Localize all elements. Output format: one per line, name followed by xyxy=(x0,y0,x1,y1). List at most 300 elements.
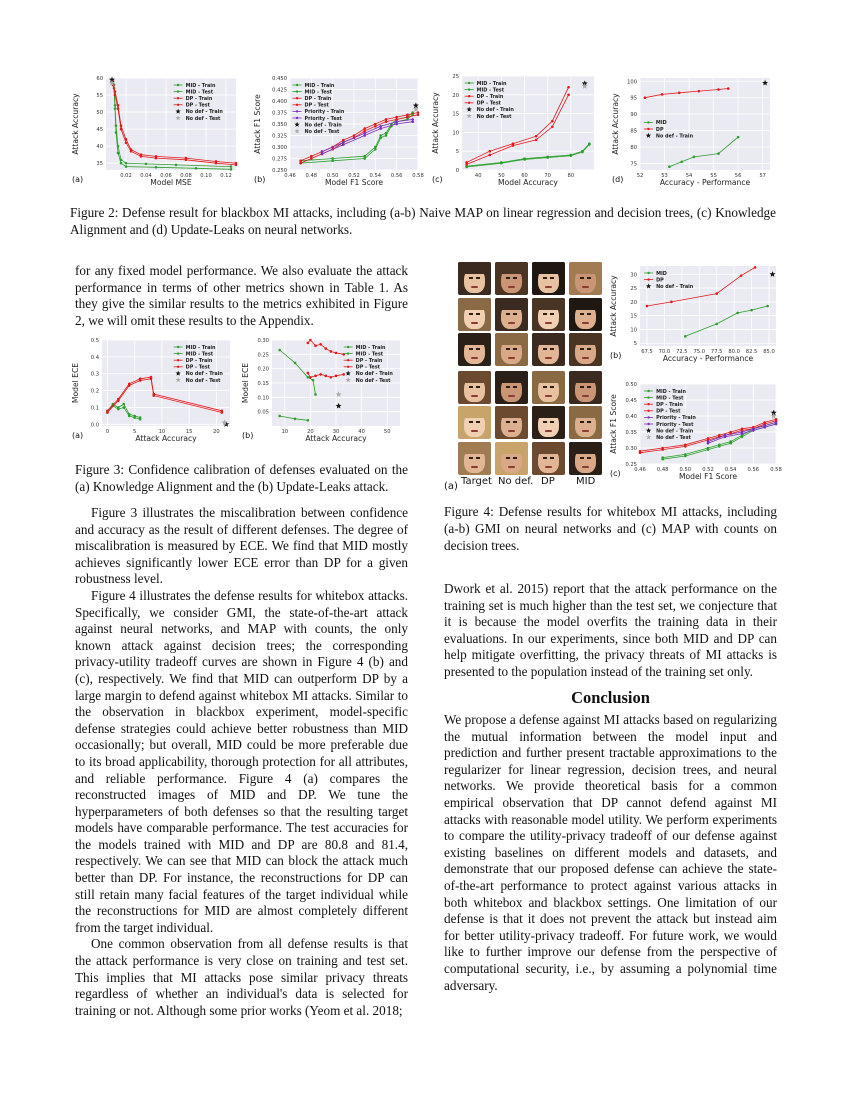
f4c-series-3-point-0 xyxy=(639,452,642,455)
f3a-xlabel: Attack Accuracy xyxy=(135,434,197,443)
f2c-series-3-point-3 xyxy=(535,139,538,142)
f3b-xtick-label-4: 50 xyxy=(383,429,391,435)
f4b-ytick-label-1: 10 xyxy=(630,327,637,334)
f3b-series-2-point-0 xyxy=(307,342,310,345)
face-hair xyxy=(532,442,565,454)
paragraph-intro: for any fixed model performance. We also evaluate the attack performance in terms of other metrics shown in Table 1. As they give the similar results to the metrics exhibited in Figure 2, we will omit these results to the Appendix. xyxy=(75,263,408,328)
f3b-series-1-point-1 xyxy=(294,418,297,421)
f2d-legend-label-1: DP xyxy=(655,126,664,133)
f2a-series-3-point-6 xyxy=(140,155,143,158)
f2d-legend-label-0: MID xyxy=(655,120,667,127)
face-eye-left xyxy=(580,277,584,279)
f4b-ytick-label-0: 5 xyxy=(633,341,637,348)
f4b-series-1-point-0 xyxy=(646,305,649,308)
f2b-series-2-point-9 xyxy=(395,116,398,119)
f2d-ytick-label-3: 90 xyxy=(630,112,637,119)
face-mouth xyxy=(582,357,589,359)
f3b-xtick-label-2: 30 xyxy=(332,429,340,435)
f2c-legend-label-4: No def - Train xyxy=(476,107,514,114)
face-mouth xyxy=(545,395,552,397)
f4b-xtick-label-5: 80.0 xyxy=(728,349,740,355)
face-hair xyxy=(532,406,565,418)
face-mouth xyxy=(545,430,552,432)
f3a-series-3-point-5 xyxy=(152,394,155,397)
f2a-legend-dot-1 xyxy=(177,90,179,92)
f2a-legend-label-4: No def - Train xyxy=(185,109,223,116)
f3a-series-1-point-2 xyxy=(117,408,120,411)
f3a-series-3-point-2 xyxy=(128,384,131,387)
f2b-series-5-point-5 xyxy=(411,120,414,123)
f4c-xtick-label-5: 0.56 xyxy=(747,467,760,473)
f2d-series-1-point-1 xyxy=(661,93,664,96)
face-eye-right xyxy=(587,277,591,279)
face-mouth xyxy=(508,395,515,397)
f2d-xtick-label-4: 56 xyxy=(734,173,742,179)
face-eye-left xyxy=(469,421,473,423)
face-eye-right xyxy=(476,421,480,423)
figure3-chart-a xyxy=(70,336,242,448)
f3a-series-1-point-3 xyxy=(122,406,125,409)
f4c-legend-dot-4 xyxy=(647,416,649,418)
f3a-xtick-label-2: 10 xyxy=(158,429,166,435)
f3a-series-1-point-4 xyxy=(128,415,131,418)
f4b-legend-label-2: No def - Train xyxy=(656,284,694,290)
f4c-legend-label-6: No def - Train xyxy=(656,428,694,435)
f2b-legend-label-4: Priority - Train xyxy=(304,109,345,116)
face-image-r1-c1 xyxy=(495,298,528,331)
f4c-ytick-label-1: 0.30 xyxy=(625,446,637,452)
face-mouth xyxy=(508,357,515,359)
f4c-series-5-point-0 xyxy=(707,442,710,445)
f2b-series-4-point-1 xyxy=(342,141,345,144)
face-image-r3-c3 xyxy=(569,371,602,404)
f2a-legend-label-1: MID - Test xyxy=(185,89,214,96)
f3a-legend-dot-3 xyxy=(177,366,179,368)
f4c-xlabel: Model F1 Score xyxy=(678,472,738,481)
f2c-legend-label-3: DP - Test xyxy=(476,100,501,107)
f2c-series-3-point-4 xyxy=(551,125,554,128)
face-image-r5-c3 xyxy=(569,442,602,475)
f3a-xtick-label-3: 15 xyxy=(185,429,193,435)
face-eye-left xyxy=(543,457,547,459)
figure3-caption: Figure 3: Confidence calibration of defenses evaluated on the (a) Knowledge Alignment and the (b) Update-Leaks attack. xyxy=(75,462,408,494)
f2a-series-0-point-7 xyxy=(175,164,178,167)
f3b-series-2-point-4 xyxy=(324,347,327,350)
left-column-body xyxy=(75,505,408,1019)
f2a-ytick-label-2: 45 xyxy=(96,127,103,134)
figure2-chart-c xyxy=(430,72,608,200)
f3b-series-3-point-6 xyxy=(335,375,338,378)
f2b-series-2-point-11 xyxy=(417,111,420,114)
f2a-series-3-point-8 xyxy=(185,158,188,161)
f4c-series-5-point-4 xyxy=(763,426,766,429)
f4c-ylabel: Attack F1 Score xyxy=(609,394,618,454)
face-eye-right xyxy=(550,457,554,459)
f4c-ytick-label-4: 0.45 xyxy=(625,398,637,404)
f2b-series-2-point-10 xyxy=(406,114,409,117)
f3b-series-1-point-2 xyxy=(307,419,310,422)
f3b-legend-label-4: No def - Train xyxy=(355,371,393,378)
f3b-panel-letter: (b) xyxy=(242,431,254,440)
f4c-series-1-point-5 xyxy=(741,436,744,439)
f2a-xtick-label-2: 0.06 xyxy=(160,173,172,179)
f2b-ylabel: Attack F1 Score xyxy=(253,94,262,154)
f3b-legend-dot-2 xyxy=(347,359,349,361)
f2a-series-1-point-1 xyxy=(114,107,117,110)
face-image-r2-c0 xyxy=(458,333,491,366)
f2c-xtick-label-0: 40 xyxy=(474,173,482,179)
f3b-xtick-label-0: 10 xyxy=(281,429,289,435)
face-eye-left xyxy=(580,457,584,459)
face-hair xyxy=(569,406,602,418)
f3b-ytick-label-1: 0.10 xyxy=(257,395,269,402)
f2b-xtick-label-3: 0.52 xyxy=(348,173,360,179)
f4b-xtick-label-3: 75.0 xyxy=(693,349,706,355)
f2c-legend-label-1: MID - Test xyxy=(476,87,505,94)
f2b-series-2-point-0 xyxy=(299,160,302,163)
f2d-xtick-label-5: 57 xyxy=(759,173,766,179)
f2d-ytick-label-5: 100 xyxy=(627,79,637,86)
f2b-series-3-point-8 xyxy=(385,120,388,123)
f2b-legend-dot-5 xyxy=(296,117,298,119)
f3b-series-2-point-5 xyxy=(330,350,333,353)
f2b-series-3-point-11 xyxy=(417,114,420,117)
f2b-legend-label-6: No def - Train xyxy=(304,122,342,129)
face-eye-right xyxy=(476,277,480,279)
f3b-series-3-point-0 xyxy=(307,372,310,375)
f2c-ytick-label-5: 25 xyxy=(452,74,459,80)
f4b-series-1-point-2 xyxy=(715,292,718,295)
f4b-xtick-label-6: 82.5 xyxy=(745,349,758,355)
f2c-series-3-point-0 xyxy=(465,163,468,166)
f3a-series-3-point-6 xyxy=(221,411,224,414)
f2a-ylabel: Attack Accuracy xyxy=(71,93,80,155)
f2b-legend-label-0: MID - Train xyxy=(304,82,335,89)
f3b-xtick-label-1: 20 xyxy=(307,429,314,435)
f2a-ytick-label-4: 55 xyxy=(96,93,103,100)
f4c-ytick-label-5: 0.50 xyxy=(625,382,637,388)
face-eye-left xyxy=(469,313,473,315)
f4c-panel-letter: (c) xyxy=(610,469,621,478)
f4c-xtick-label-0: 0.46 xyxy=(634,467,646,473)
figure4-caption: Figure 4: Defense results for whitebox MI attacks, including (a-b) GMI on neural networks and (c) MAP with counts on decision trees. xyxy=(444,504,777,553)
f2c-series-1-point-4 xyxy=(570,154,573,157)
f2c-series-1-point-0 xyxy=(465,166,468,169)
f4c-series-5-point-5 xyxy=(775,423,778,426)
f2d-legend-dot-1 xyxy=(647,128,649,130)
face-image-r5-c1 xyxy=(495,442,528,475)
f2b-series-2-point-1 xyxy=(310,155,313,158)
f3a-legend-dot-1 xyxy=(177,352,179,354)
face-label-mid: MID xyxy=(576,476,596,487)
f2a-series-0-point-6 xyxy=(145,163,148,166)
face-eye-right xyxy=(587,386,591,388)
f3b-series-0-point-1 xyxy=(294,362,297,365)
face-eye-right xyxy=(513,386,517,388)
f4b-series-0-point-3 xyxy=(750,309,753,312)
face-eye-left xyxy=(543,313,547,315)
f2c-legend-dot-0 xyxy=(468,82,470,84)
f2b-series-3-point-1 xyxy=(310,157,313,160)
f2a-series-3-point-4 xyxy=(125,141,128,144)
face-eye-left xyxy=(506,277,510,279)
f2a-plot-area xyxy=(106,78,236,170)
face-mouth xyxy=(545,466,552,468)
f2b-series-4-point-3 xyxy=(379,125,382,128)
face-eye-left xyxy=(580,313,584,315)
f3a-series-1-point-5 xyxy=(133,416,136,419)
f2a-xtick-label-1: 0.04 xyxy=(140,173,152,179)
f2b-series-2-point-4 xyxy=(342,139,345,142)
face-mouth xyxy=(471,286,478,288)
f4b-series-0-point-2 xyxy=(736,312,739,315)
f2c-series-1-point-3 xyxy=(546,156,549,159)
face-image-r4-c3 xyxy=(569,406,602,439)
f2b-ytick-label-3: 0.325 xyxy=(272,133,287,140)
face-image-r0-c0 xyxy=(458,262,491,295)
f2b-legend-dot-4 xyxy=(296,110,298,112)
face-image-r0-c1 xyxy=(495,262,528,295)
figure3-chart-b xyxy=(240,336,412,448)
face-image-r2-c1 xyxy=(495,333,528,366)
f2c-legend-dot-3 xyxy=(468,102,470,104)
f2b-ytick-label-0: 0.250 xyxy=(272,168,287,174)
face-eye-right xyxy=(476,313,480,315)
f3a-ytick-label-0: 0.0 xyxy=(90,422,99,429)
f2a-series-3-point-3 xyxy=(120,128,123,131)
f4c-series-1-point-1 xyxy=(684,455,687,458)
f4c-legend-dot-1 xyxy=(647,396,649,398)
face-hair xyxy=(532,333,565,345)
f4c-xtick-label-4: 0.54 xyxy=(724,467,737,473)
f2b-legend-label-3: DP - Test xyxy=(304,102,329,109)
face-hair xyxy=(569,371,602,383)
face-hair xyxy=(495,406,528,418)
f2c-series-3-point-2 xyxy=(512,144,515,147)
f2a-series-3-point-1 xyxy=(114,94,117,97)
f4c-legend-dot-5 xyxy=(647,423,649,425)
face-eye-right xyxy=(587,457,591,459)
face-hair xyxy=(532,262,565,274)
f2b-series-4-point-4 xyxy=(395,120,398,123)
face-label-target: Target xyxy=(461,476,492,487)
f2a-legend-dot-2 xyxy=(177,97,179,99)
f3a-ytick-label-1: 0.1 xyxy=(90,405,99,412)
f3a-xtick-label-0: 0 xyxy=(105,429,110,435)
f2a-xtick-label-3: 0.08 xyxy=(180,173,192,179)
f2b-series-4-point-2 xyxy=(363,132,366,135)
f2b-ytick-label-5: 0.375 xyxy=(272,110,287,117)
f4b-xtick-label-4: 77.5 xyxy=(710,349,723,355)
f4b-series-0-point-4 xyxy=(766,305,769,308)
f2b-xtick-label-0: 0.46 xyxy=(284,173,296,179)
f3b-series-0-point-3 xyxy=(312,379,315,382)
f3b-ytick-label-3: 0.20 xyxy=(257,366,269,373)
f2b-series-3-point-6 xyxy=(363,130,366,133)
f2b-series-3-point-10 xyxy=(406,116,409,119)
f2d-series-0-point-0 xyxy=(668,165,671,168)
f2d-series-0-point-3 xyxy=(717,152,720,155)
f3a-xtick-label-4: 20 xyxy=(213,429,220,435)
face-mouth xyxy=(582,286,589,288)
paragraph-whitebox: Figure 4 illustrates the defense results for whitebox attacks. Specifically, we consider GMI, the state-of-the-art attack against neural networks, and MAP with counts, the only known attack against decision trees; the corresponding privacy-utility tradeoff curves are shown in Figure 4 (b) and (c), respectively. We find that MID can outperform DP by a large margin to defend against whitebox MI attacks. Similar to the observation in blackbox experiment, model-specific defense strategies could achieve better robustness than MID occasionally; but overall, MID could be more preferable due to its broad applicability, thorough protection for all attributes, and reliable performance. Figure 4 (a) compares the reconstructed images of MID and DP. We tune the hyperparameters of both defenses so that the resulting target models have comparable performance. The test accuracies for the models trained with MID and DP are 80.8 and 81.4, respectively. We can see that MID can block the attack much better than DP. For instance, the reconstructions for DP can still retain many facial features of the target individual while the reconstructions for MID are almost completely different from the target individual. xyxy=(75,587,408,935)
f4b-series-1-point-4 xyxy=(754,266,757,269)
face-image-r4-c0 xyxy=(458,406,491,439)
face-eye-left xyxy=(506,421,510,423)
f2b-series-5-point-0 xyxy=(321,153,324,156)
f3b-series-0-point-2 xyxy=(307,376,310,379)
f3b-ylabel: Model ECE xyxy=(241,362,250,404)
face-mouth xyxy=(471,357,478,359)
f3b-legend-label-5: No def - Test xyxy=(355,377,391,384)
f3a-legend-label-2: DP - Train xyxy=(185,358,213,364)
f2a-series-3-point-5 xyxy=(130,150,133,153)
f2a-ytick-label-0: 35 xyxy=(96,161,103,168)
f4b-legend-label-0: MID xyxy=(656,270,667,277)
f3b-series-2-point-6 xyxy=(335,352,338,355)
f4c-ytick-label-3: 0.40 xyxy=(625,414,637,420)
f4b-series-1-point-3 xyxy=(740,274,743,277)
face-eye-left xyxy=(543,421,547,423)
f2b-series-0-point-1 xyxy=(331,157,334,160)
face-mouth xyxy=(582,430,589,432)
f2a-legend-label-3: DP - Test xyxy=(185,102,210,109)
f3b-series-3-point-2 xyxy=(314,375,317,378)
f2a-series-3-point-9 xyxy=(215,162,218,165)
f3a-panel-letter: (a) xyxy=(72,431,84,440)
f3a-ytick-label-2: 0.2 xyxy=(90,388,99,395)
f2c-ytick-label-2: 10 xyxy=(452,130,459,137)
f4c-series-1-point-4 xyxy=(729,442,732,445)
face-eye-right xyxy=(513,277,517,279)
face-label-dp: DP xyxy=(541,476,555,487)
face-eye-right xyxy=(550,386,554,388)
f2d-ytick-label-1: 80 xyxy=(630,145,637,151)
face-image-r2-c2 xyxy=(532,333,565,366)
f4c-ytick-label-0: 0.25 xyxy=(625,462,637,468)
f2b-ytick-label-7: 0.425 xyxy=(272,87,287,94)
f4b-series-0-point-0 xyxy=(684,335,687,338)
f2c-xtick-label-3: 70 xyxy=(544,173,551,179)
face-eye-left xyxy=(580,421,584,423)
f2c-xtick-label-4: 80 xyxy=(567,173,575,179)
f2a-legend-label-5: No def - Test xyxy=(185,115,221,122)
f2c-ytick-label-0: 0 xyxy=(455,168,459,174)
f4b-panel-letter: (b) xyxy=(610,351,622,360)
f2d-panel-letter: (d) xyxy=(612,175,624,184)
f2b-series-2-point-5 xyxy=(353,134,356,137)
f2b-ytick-label-6: 0.400 xyxy=(272,99,287,105)
f2b-legend-label-5: Priority - Test xyxy=(304,115,342,122)
f4c-ytick-label-2: 0.35 xyxy=(625,430,637,436)
face-eye-left xyxy=(506,313,510,315)
f2b-legend-dot-3 xyxy=(296,104,298,106)
f2c-ytick-label-3: 15 xyxy=(452,111,459,118)
f3a-ytick-label-5: 0.5 xyxy=(90,338,99,344)
f2b-xlabel: Model F1 Score xyxy=(324,178,384,187)
face-mouth xyxy=(582,395,589,397)
f4c-legend-label-4: Priority - Train xyxy=(656,415,696,422)
face-hair xyxy=(495,298,528,310)
f2a-ytick-label-1: 40 xyxy=(96,144,103,151)
f2d-series-0-point-1 xyxy=(680,160,683,163)
f4b-series-1-point-1 xyxy=(670,301,673,304)
figure2-chart-d xyxy=(610,72,788,200)
f2c-xtick-label-1: 50 xyxy=(498,173,505,179)
f2b-series-1-point-4 xyxy=(379,137,382,140)
f3b-ytick-label-0: 0.05 xyxy=(257,409,269,416)
f2b-ytick-label-2: 0.300 xyxy=(272,145,287,151)
face-image-r3-c2 xyxy=(532,371,565,404)
f2d-xtick-label-3: 55 xyxy=(710,173,717,179)
face-image-r4-c2 xyxy=(532,406,565,439)
f2c-legend-dot-1 xyxy=(468,88,470,90)
f2a-xtick-label-0: 0.02 xyxy=(120,173,132,179)
f2b-series-5-point-2 xyxy=(363,134,366,137)
f2d-xlabel: Accuracy - Performance xyxy=(659,178,751,187)
f2b-legend-dot-0 xyxy=(296,84,298,86)
paragraph-observation: One common observation from all defense results is that the attack performance is very close on training and test set. This implies that MI attacks pose similar privacy threats regardless of whether an individual's data is selected for training or not. Although some prior works (Yeom et al. 2018; xyxy=(75,936,408,1018)
f2c-series-2-point-3 xyxy=(535,135,538,138)
f4c-legend-label-0: MID - Train xyxy=(656,388,686,395)
f3b-legend-dot-3 xyxy=(347,366,349,368)
f3a-series-0-point-3 xyxy=(122,403,125,406)
f4b-legend-dot-1 xyxy=(647,278,649,280)
f2c-series-2-point-5 xyxy=(567,86,570,89)
face-eye-right xyxy=(550,421,554,423)
f4b-series-0-point-1 xyxy=(715,323,718,326)
face-eye-left xyxy=(580,386,584,388)
f2b-panel-letter: (b) xyxy=(254,175,266,184)
f4c-legend-dot-2 xyxy=(647,403,649,405)
f3b-series-0-point-0 xyxy=(278,349,281,352)
face-label-nodef: No def. xyxy=(498,476,534,487)
face-hair xyxy=(532,298,565,310)
face-hair xyxy=(569,298,602,310)
f2a-legend-dot-3 xyxy=(177,104,179,106)
f3b-legend-dot-0 xyxy=(347,346,349,348)
face-mouth xyxy=(471,395,478,397)
f3b-series-3-point-4 xyxy=(324,375,327,378)
f3b-ytick-label-5: 0.30 xyxy=(257,338,269,344)
f3a-legend-label-0: MID - Train xyxy=(185,344,216,351)
f2b-xtick-label-1: 0.48 xyxy=(305,173,318,179)
f2a-series-0-point-8 xyxy=(230,165,233,168)
f2a-series-1-point-4 xyxy=(120,162,123,165)
f2a-xlabel: Model MSE xyxy=(150,178,192,187)
f4b-xtick-label-7: 85.0 xyxy=(763,349,775,355)
f2b-xtick-label-6: 0.58 xyxy=(412,173,424,179)
f2a-legend-label-2: DP - Train xyxy=(185,96,213,102)
face-eye-right xyxy=(587,421,591,423)
f2c-legend-label-0: MID - Train xyxy=(476,80,507,87)
f3b-legend-label-3: DP - Test xyxy=(355,364,381,371)
f3b-series-3-point-5 xyxy=(330,376,333,379)
face-image-r0-c2 xyxy=(532,262,565,295)
f2b-series-5-point-3 xyxy=(379,127,382,130)
f2d-legend-label-2: No def - Train xyxy=(655,133,694,140)
f3a-series-3-point-0 xyxy=(106,411,109,414)
f3b-xtick-label-3: 40 xyxy=(358,429,365,435)
face-eye-right xyxy=(513,421,517,423)
face-eye-left xyxy=(543,348,547,350)
f2b-series-5-point-1 xyxy=(342,143,345,146)
f3b-series-2-point-1 xyxy=(309,339,312,342)
figure4-face-grid xyxy=(458,262,604,474)
figure2-chart-a xyxy=(70,72,248,200)
f2d-legend-dot-0 xyxy=(647,121,649,123)
f4c-legend-label-5: Priority - Test xyxy=(656,421,694,428)
